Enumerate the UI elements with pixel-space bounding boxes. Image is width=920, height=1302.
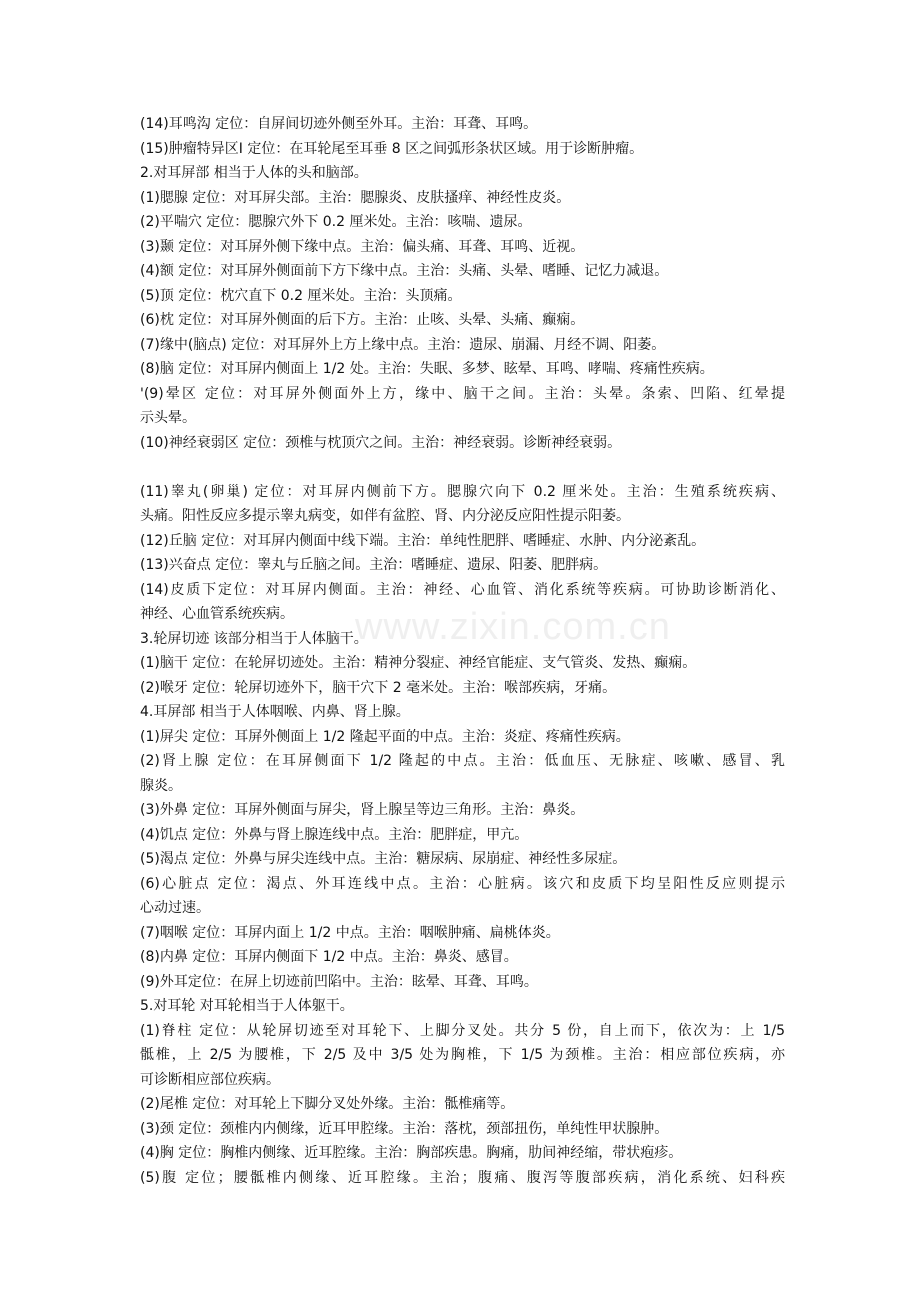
text-line: 示头晕。	[140, 410, 196, 426]
text-line: (1)腮腺 定位：对耳屏尖部。主治：腮腺炎、皮肤搔痒、神经性皮炎。	[140, 189, 571, 206]
text-line: (8)脑 定位：对耳屏内侧面上 1/2 处。主治：失眠、多梦、眩晕、耳鸣、哮喘、疼痛性疾病。	[140, 361, 714, 377]
text-line: (4)额 定位：对耳屏外侧面前下方下缘中点。主治：头痛、头晕、嗜睡、记忆力减退。	[140, 263, 669, 279]
text-line: 4.耳屏部 相当于人体咽喉、内鼻、肾上腺。	[140, 704, 410, 720]
text-line: (2)喉牙 定位：轮屏切迹外下，脑干穴下 2 毫米处。主治：喉部疾病，牙痛。	[140, 679, 617, 696]
text-line: 可诊断相应部位疾病。	[140, 1071, 280, 1088]
text-line: (14)耳鸣沟 定位：自屏间切迹外侧至外耳。主治：耳聋、耳鸣。	[140, 116, 538, 132]
text-line: (5)腹 定位；腰骶椎内侧缘、近耳腔缘。主治；腹痛、腹泻等腹部疾病，消化系统、妇科疾	[140, 1169, 785, 1186]
text-line: (7)缘中(脑点) 定位：对耳屏外上方上缘中点。主治：遗尿、崩漏、月经不调、阳萎。	[140, 336, 666, 353]
text-line: (11)睾丸(卵巢) 定位：对耳屏内侧前下方。腮腺穴向下 0.2 厘米处。主治：生殖系统疾病、	[140, 483, 785, 500]
text-line: (6)心脏点 定位：渴点、外耳连线中点。主治：心脏病。该穴和皮质下均呈阳性反应则提示	[140, 875, 785, 892]
text-line: (1)屏尖 定位：耳屏外侧面上 1/2 隆起平面的中点。主治：炎症、疼痛性疾病。	[140, 728, 630, 745]
text-line: (4)饥点 定位：外鼻与肾上腺连线中点。主治：肥胖症，甲亢。	[140, 826, 529, 843]
document-page	[140, 112, 785, 1190]
text-line: (13)兴奋点 定位：睾丸与丘脑之间。主治：嗜睡症、遗尿、阳萎、肥胖病。	[140, 557, 608, 573]
text-line: (8)内鼻 定位：耳屏内侧面下 1/2 中点。主治：鼻炎、感冒。	[140, 949, 518, 965]
text-line: (3)外鼻 定位：耳屏外侧面与屏尖，肾上腺呈等边三角形。主治：鼻炎。	[140, 802, 585, 818]
text-line: (5)渴点 定位：外鼻与屏尖连线中点。主治：糖尿病、尿崩症、神经性多尿症。	[140, 851, 627, 867]
text-line: 骶椎，上 2/5 为腰椎，下 2/5 及中 3/5 处为胸椎，下 1/5 为颈椎。主治：相应部位疾病，亦	[140, 1047, 785, 1063]
text-line: (4)胸 定位：胸椎内侧缘、近耳腔缘。主治：胸部疾患。胸痛，肋间神经缩，带状疱疹。	[140, 1145, 683, 1161]
text-line: 心动过速。	[140, 900, 210, 916]
text-line: 神经、心血管系统疾病。	[140, 606, 294, 622]
watermark: www.zixin.com.cn	[355, 606, 671, 648]
text-line: 2.对耳屏部 相当于人体的头和脑部。	[140, 165, 368, 181]
blank-line	[140, 455, 785, 480]
text-line: (1)脊柱 定位：从轮屏切迹至对耳轮下、上脚分叉处。共分 5 份，自上而下，依次为：上 1/5	[140, 1022, 785, 1039]
text-line: 头痛。阳性反应多提示睾丸病变，如伴有盆腔、肾、内分泌反应阳性提示阳萎。	[140, 508, 630, 524]
text-line: (7)咽喉 定位：耳屏内面上 1/2 中点。主治：咽喉肿痛、扁桃体炎。	[140, 924, 560, 941]
text-line: (6)枕 定位：对耳屏外侧面的后下方。主治：止咳、头晕、头痛、癫痫。	[140, 312, 585, 328]
text-line: (3)颈 定位：颈椎内内侧缘，近耳甲腔缘。主治：落枕，颈部扭伤，单纯性甲状腺肿。	[140, 1120, 669, 1137]
text-line: 3.轮屏切迹 该部分相当于人体脑干。	[140, 630, 368, 647]
text-line: '(9)晕区 定位：对耳屏外侧面外上方，缘中、脑干之间。主治：头晕。条索、凹陷、红晕提	[140, 385, 785, 402]
text-line: (10)神经衰弱区 定位：颈椎与枕顶穴之间。主治：神经衰弱。诊断神经衰弱。	[140, 434, 622, 451]
text-line: (2)尾椎 定位：对耳轮上下脚分叉处外缘。主治：骶椎痛等。	[140, 1096, 515, 1112]
text-line: (2)肾上腺 定位：在耳屏侧面下 1/2 隆起的中点。主治：低血压、无脉症、咳嗽、感冒、乳	[140, 753, 785, 769]
text-line: (12)丘脑 定位：对耳屏内侧面中线下端。主治：单纯性肥胖、嗜睡症、水肿、内分泌紊乱。	[140, 532, 706, 549]
text-line: (9)外耳定位：在屏上切迹前凹陷中。主治：眩晕、耳聋、耳鸣。	[140, 973, 538, 990]
text-line: (5)顶 定位：枕穴直下 0.2 厘米处。主治：头顶痛。	[140, 287, 462, 304]
text-line: (2)平喘穴 定位：腮腺穴外下 0.2 厘米处。主治：咳喘、遗尿。	[140, 214, 532, 230]
text-line: (3)颞 定位：对耳屏外侧下缘中点。主治：偏头痛、耳聋、耳鸣、近视。	[140, 238, 585, 255]
text-line: (15)肿瘤特异区Ⅰ 定位：在耳轮尾至耳垂 8 区之间弧形条状区域。用于诊断肿瘤。	[140, 140, 644, 157]
text-line: (1)脑干 定位：在轮屏切迹处。主治：精神分裂症、神经官能症、支气管炎、发热、癫痫。	[140, 655, 697, 671]
text-line: 5.对耳轮 对耳轮相当于人体躯干。	[140, 998, 354, 1014]
text-line: (14)皮质下定位：对耳屏内侧面。主治：神经、心血管、消化系统等疾病。可协助诊断消化、	[140, 581, 785, 598]
text-line: 腺炎。	[140, 777, 182, 794]
